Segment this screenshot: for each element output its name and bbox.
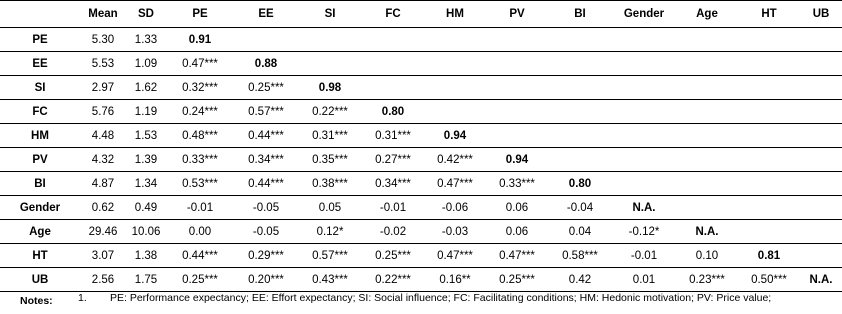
- table-cell: [738, 124, 800, 148]
- table-cell: -0.06: [441, 201, 469, 214]
- table-row: [0, 196, 842, 220]
- table-cell: 0.44***: [182, 249, 218, 262]
- table-cell: [676, 172, 738, 196]
- notes-text: PE: Performance expectancy; EE: Effort expectancy; SI: Social influence; FC: Facilitating conditions; HM: Hedonic motivation; PV: Price value;: [110, 292, 772, 304]
- table-row: [0, 28, 842, 52]
- table-notes: [0, 292, 802, 314]
- table-cell: [486, 100, 548, 124]
- column-header-ee: EE: [234, 1, 298, 28]
- notes-label: Notes:: [20, 295, 53, 307]
- table-cell: [298, 52, 362, 76]
- table-cell: 0.44***: [248, 129, 284, 142]
- table-cell: 0.47***: [437, 177, 473, 190]
- table-cell: [486, 124, 548, 148]
- table-cell: [424, 52, 486, 76]
- table-row: [0, 220, 842, 244]
- table-cell: 1.09: [134, 57, 158, 70]
- table-cell: 4.48: [91, 129, 115, 142]
- table-cell: 0.05: [318, 201, 342, 214]
- table-cell: [676, 76, 738, 100]
- table-cell: 1.39: [134, 153, 158, 166]
- table-cell: [800, 52, 842, 76]
- table-cell: 0.06: [505, 225, 529, 238]
- table-cell: [548, 76, 612, 100]
- table-cell: [800, 244, 842, 268]
- table-cell: 0.04: [568, 225, 592, 238]
- column-header-age: Age: [676, 1, 738, 28]
- column-header-ht: HT: [738, 1, 800, 28]
- column-header-hm: HM: [424, 1, 486, 28]
- table-cell: 0.42: [568, 273, 592, 286]
- table-cell: [548, 148, 612, 172]
- table-cell: 2.97: [91, 81, 115, 94]
- table-cell: 0.50***: [751, 273, 787, 286]
- header-row: [0, 1, 842, 28]
- table-cell: [234, 28, 298, 52]
- table-cell: 0.25***: [375, 249, 411, 262]
- table-cell: [612, 100, 676, 124]
- table-cell: 0.23***: [689, 273, 725, 286]
- table-cell: [548, 100, 612, 124]
- row-header-bi: BI: [34, 177, 46, 190]
- table-row: [0, 172, 842, 196]
- table-row: [0, 244, 842, 268]
- table-cell: 0.01: [632, 273, 656, 286]
- table-cell: 0.44***: [248, 177, 284, 190]
- table-cell: 0.00: [188, 225, 212, 238]
- table-cell: 0.34***: [375, 177, 411, 190]
- table-cell: [676, 148, 738, 172]
- table-cell: 0.24***: [182, 105, 218, 118]
- row-header-fc: FC: [32, 105, 48, 118]
- row-header-pe: PE: [32, 33, 48, 46]
- table-cell: [612, 148, 676, 172]
- table-cell: [738, 100, 800, 124]
- table-cell: 0.91: [188, 33, 212, 46]
- table-cell: 0.81: [757, 249, 781, 262]
- table-cell: 5.53: [91, 57, 115, 70]
- table-cell: 5.30: [91, 33, 115, 46]
- table-cell: 0.31***: [375, 129, 411, 142]
- table-cell: [612, 124, 676, 148]
- table-cell: 4.87: [91, 177, 115, 190]
- table-cell: 0.06: [505, 201, 529, 214]
- table-cell: -0.05: [252, 201, 280, 214]
- table-cell: -0.01: [186, 201, 214, 214]
- table-cell: [676, 196, 738, 220]
- table-cell: -0.01: [630, 249, 658, 262]
- table-cell: 0.80: [568, 177, 592, 190]
- table-cell: [612, 76, 676, 100]
- table-cell: [738, 28, 800, 52]
- row-header-hm: HM: [31, 129, 49, 142]
- notes-number: 1.: [78, 292, 87, 304]
- table-cell: N.A.: [695, 225, 719, 238]
- column-header-mean: Mean: [80, 1, 126, 28]
- table-cell: -0.05: [252, 225, 280, 238]
- row-header-si: SI: [34, 81, 46, 94]
- table-cell: 0.62: [91, 201, 115, 214]
- table-cell: [738, 148, 800, 172]
- table-cell: 0.88: [254, 57, 278, 70]
- table-cell: [738, 220, 800, 244]
- table-cell: -0.04: [566, 201, 594, 214]
- table-cell: 0.43***: [312, 273, 348, 286]
- table-row: [0, 100, 842, 124]
- table-body: [0, 28, 842, 292]
- table-cell: 0.35***: [312, 153, 348, 166]
- table-cell: [800, 76, 842, 100]
- row-header-age: Age: [29, 225, 51, 238]
- table-cell: 0.12*: [316, 225, 344, 238]
- table-cell: -0.02: [379, 225, 407, 238]
- table-cell: [676, 124, 738, 148]
- table-row: [0, 52, 842, 76]
- table-cell: 4.32: [91, 153, 115, 166]
- row-header-gender: Gender: [19, 201, 61, 214]
- table-cell: 0.25***: [499, 273, 535, 286]
- table-cell: [800, 148, 842, 172]
- row-header-ee: EE: [32, 57, 48, 70]
- table-cell: 0.47***: [182, 57, 218, 70]
- column-header-pv: PV: [486, 1, 548, 28]
- table-cell: 0.25***: [182, 273, 218, 286]
- table-cell: [362, 76, 424, 100]
- table-cell: 0.22***: [375, 273, 411, 286]
- table-row: [0, 76, 842, 100]
- table-cell: 1.62: [134, 81, 158, 94]
- table-cell: [424, 76, 486, 100]
- table-row: [0, 124, 842, 148]
- table-cell: 5.76: [91, 105, 115, 118]
- row-header-pv: PV: [32, 153, 48, 166]
- table-cell: 0.27***: [375, 153, 411, 166]
- column-header-fc: FC: [362, 1, 424, 28]
- column-header-gender: Gender: [612, 1, 676, 28]
- table-cell: [800, 196, 842, 220]
- table-cell: N.A.: [632, 201, 656, 214]
- table-cell: -0.01: [379, 201, 407, 214]
- table-cell: -0.03: [441, 225, 469, 238]
- table-cell: [800, 100, 842, 124]
- table-cell: [800, 172, 842, 196]
- table-cell: 3.07: [91, 249, 115, 262]
- table-cell: 0.33***: [499, 177, 535, 190]
- table-cell: 0.47***: [499, 249, 535, 262]
- table-cell: 0.20***: [248, 273, 284, 286]
- row-header-ub: UB: [31, 273, 49, 286]
- table-cell: 10.06: [131, 225, 161, 238]
- table-cell: 0.42***: [437, 153, 473, 166]
- table-cell: 1.34: [134, 177, 158, 190]
- table-cell: [424, 100, 486, 124]
- table-cell: 0.57***: [248, 105, 284, 118]
- table-cell: 0.25***: [248, 81, 284, 94]
- table-cell: [612, 52, 676, 76]
- table-cell: 0.10: [695, 249, 719, 262]
- row-header-ht: HT: [32, 249, 48, 262]
- table-cell: 0.80: [381, 105, 405, 118]
- column-header-ub: UB: [800, 1, 842, 28]
- table-cell: [424, 28, 486, 52]
- table-cell: 2.56: [91, 273, 115, 286]
- table-cell: [676, 100, 738, 124]
- table-cell: 1.33: [134, 33, 158, 46]
- table-cell: [800, 220, 842, 244]
- table-cell: N.A.: [809, 273, 833, 286]
- table-cell: [738, 52, 800, 76]
- table-cell: [612, 172, 676, 196]
- table-cell: [486, 76, 548, 100]
- table-cell: 0.49: [134, 201, 158, 214]
- table-cell: 0.33***: [182, 153, 218, 166]
- table-cell: 0.47***: [437, 249, 473, 262]
- table-cell: 0.16**: [439, 273, 471, 286]
- table-cell: [738, 172, 800, 196]
- table-cell: 0.48***: [182, 129, 218, 142]
- table-cell: 0.34***: [248, 153, 284, 166]
- table-cell: [738, 196, 800, 220]
- table-cell: [486, 28, 548, 52]
- table-cell: [548, 28, 612, 52]
- table-cell: [298, 28, 362, 52]
- table-cell: 1.19: [134, 105, 158, 118]
- table-cell: 0.22***: [312, 105, 348, 118]
- table-cell: 0.57***: [312, 249, 348, 262]
- table-cell: 29.46: [88, 225, 118, 238]
- table-cell: [738, 76, 800, 100]
- column-header-si: SI: [298, 1, 362, 28]
- table-cell: -0.12*: [628, 225, 660, 238]
- table-cell: 0.29***: [248, 249, 284, 262]
- table-row: [0, 268, 842, 292]
- column-header-sd: SD: [126, 1, 166, 28]
- table-cell: [800, 124, 842, 148]
- table-cell: 0.31***: [312, 129, 348, 142]
- column-header-pe: PE: [166, 1, 234, 28]
- table-cell: [362, 52, 424, 76]
- table-cell: 0.38***: [312, 177, 348, 190]
- table-cell: [362, 28, 424, 52]
- table-cell: 1.38: [134, 249, 158, 262]
- table-cell: 0.32***: [182, 81, 218, 94]
- table-cell: 1.53: [134, 129, 158, 142]
- table-cell: [548, 52, 612, 76]
- table-cell: [486, 52, 548, 76]
- table-row: [0, 148, 842, 172]
- table-cell: [800, 28, 842, 52]
- table-cell: 0.58***: [562, 249, 598, 262]
- table-cell: 0.94: [443, 129, 467, 142]
- table-cell: [676, 52, 738, 76]
- table-cell: [548, 124, 612, 148]
- table-cell: 0.53***: [182, 177, 218, 190]
- column-header-bi: BI: [548, 1, 612, 28]
- table-cell: [676, 28, 738, 52]
- table-cell: 1.75: [134, 273, 158, 286]
- table-cell: [612, 28, 676, 52]
- table-cell: 0.98: [318, 81, 342, 94]
- header-corner-cell: [0, 1, 80, 28]
- table-cell: 0.94: [505, 153, 529, 166]
